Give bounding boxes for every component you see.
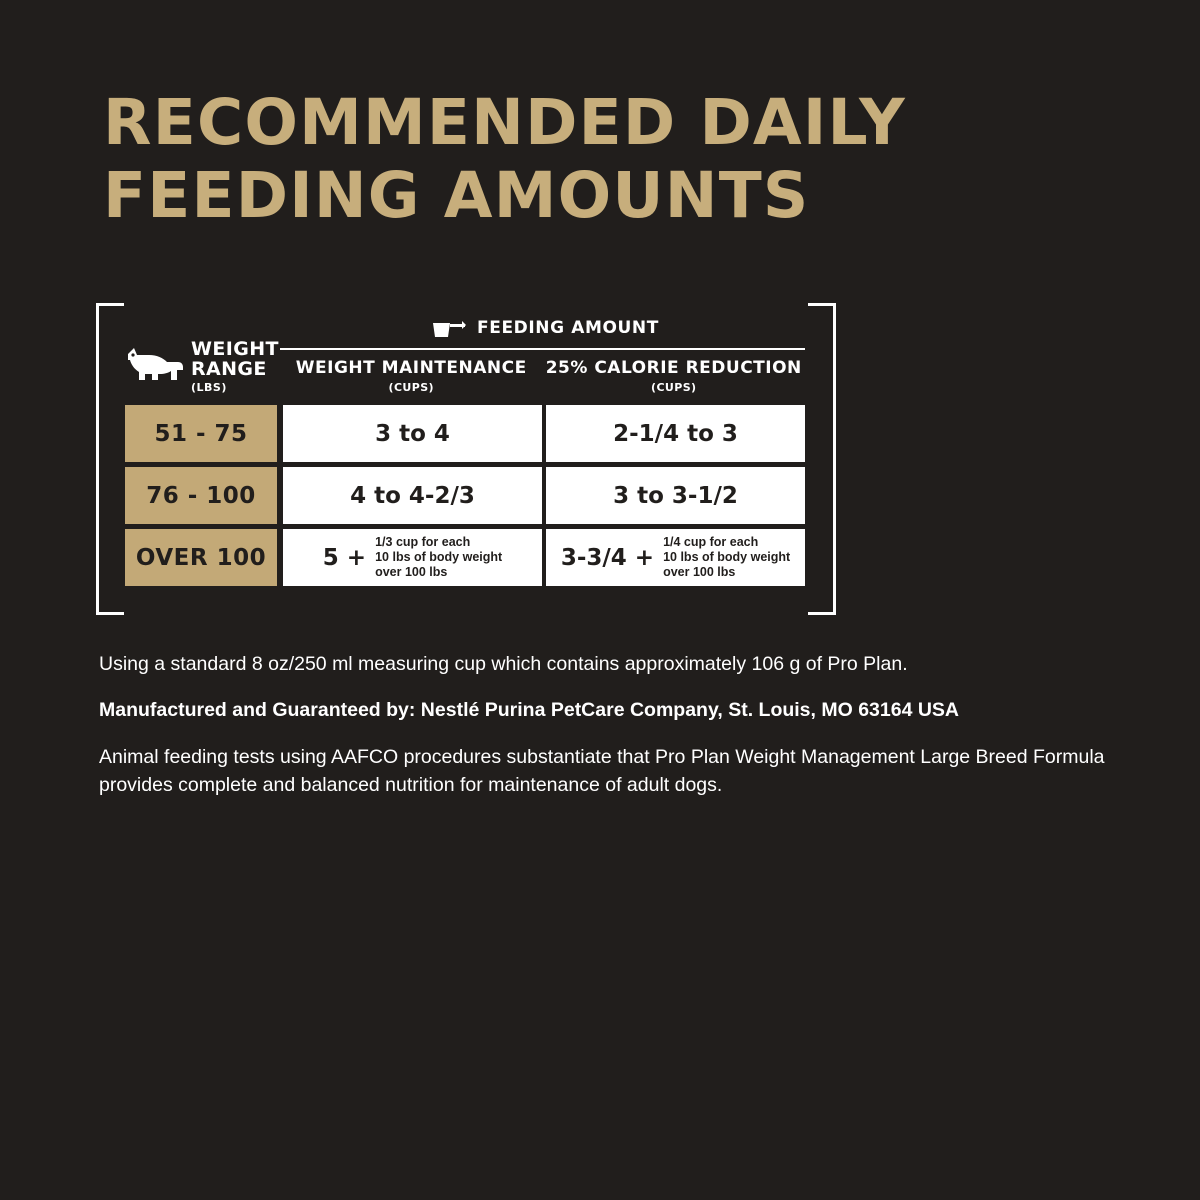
feeding-amount-header <box>280 310 805 394</box>
column-header-reduction-label: 25% CALORIE REDUCTION <box>545 358 802 378</box>
cell-weight-maintenance: 3 to 4 <box>283 405 542 462</box>
table-header <box>125 310 805 405</box>
column-header-maintenance-units: (CUPS) <box>388 380 434 394</box>
bracket-right <box>808 303 836 615</box>
feeding-amount-divider <box>280 348 805 350</box>
table-row <box>125 467 805 524</box>
measuring-cup-icon <box>426 317 468 339</box>
cell-calorie-reduction: 2-1/4 to 3 <box>546 405 805 462</box>
maintenance-note: 1/3 cup for each 10 lbs of body weight over 100 lbs <box>375 534 503 580</box>
aafco-statement: Animal feeding tests using AAFCO procedures substantiate that Pro Plan Weight Management Large Breed Formula provides complete and balanced nutrition for maintenance of adult dogs. <box>99 745 1105 796</box>
feeding-amount-title: FEEDING AMOUNT <box>477 318 659 338</box>
column-header-maintenance <box>280 359 543 394</box>
reduction-combo <box>561 535 790 581</box>
column-header-maintenance-label: WEIGHT MAINTENANCE <box>295 358 527 378</box>
page-title <box>103 86 1003 232</box>
weight-range-units: (LBS) <box>191 380 227 394</box>
weight-range-label <box>191 340 279 393</box>
cell-weight-range: OVER 100 <box>125 529 277 586</box>
maintenance-value: 5 + <box>322 544 367 571</box>
weight-range-header <box>125 340 277 393</box>
column-headers <box>280 359 805 394</box>
table-row <box>125 529 805 586</box>
reduction-value: 3-3/4 + <box>560 544 655 571</box>
feeding-amount-title-row <box>280 310 805 346</box>
cell-weight-maintenance <box>283 529 542 586</box>
cell-weight-maintenance: 4 to 4-2/3 <box>283 467 542 524</box>
column-header-reduction <box>543 359 806 394</box>
column-header-reduction-units: (CUPS) <box>651 380 697 394</box>
measuring-cup-note: Using a standard 8 oz/250 ml measuring cup which contains approximately 106 g of Pro Plan. <box>99 653 908 675</box>
dog-icon <box>125 346 185 388</box>
table-row <box>125 405 805 462</box>
cell-weight-range: 51 - 75 <box>125 405 277 462</box>
page-title-line-2: FEEDING AMOUNTS <box>103 159 810 233</box>
weight-range-text: WEIGHT RANGE <box>191 338 279 380</box>
feeding-table <box>125 310 805 591</box>
reduction-note: 1/4 cup for each 10 lbs of body weight over 100 lbs <box>663 534 791 580</box>
manufacturer-note: Manufactured and Guaranteed by: Nestlé Purina PetCare Company, St. Louis, MO 63164 USA <box>99 699 960 722</box>
cell-weight-range: 76 - 100 <box>125 467 277 524</box>
maintenance-combo <box>323 535 502 581</box>
footer-notes <box>99 650 1119 799</box>
cell-calorie-reduction: 3 to 3-1/2 <box>546 467 805 524</box>
page-title-line-1: RECOMMENDED DAILY <box>103 86 906 159</box>
cell-calorie-reduction <box>546 529 805 586</box>
bracket-left <box>96 303 124 615</box>
